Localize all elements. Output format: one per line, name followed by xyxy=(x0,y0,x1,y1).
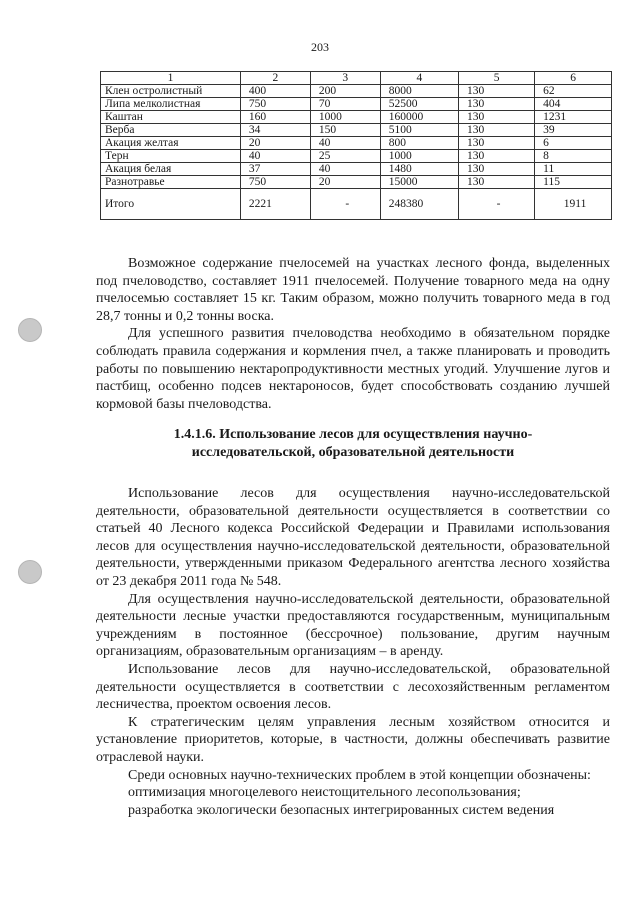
table-cell: 130 xyxy=(459,85,535,98)
paragraph: Для осуществления научно-исследовательской деятельности, образовательной деятельности лесные участки предоставляются государственным, муниципальным учреждениям в постоянное (бессрочное) пользование, другим научным организациям, образовательным организациям – в аренду. xyxy=(96,591,610,660)
table-cell: 130 xyxy=(459,150,535,163)
table-cell: 404 xyxy=(535,98,612,111)
table-cell: 62 xyxy=(535,85,612,98)
table-cell: - xyxy=(459,189,535,220)
heading-line: исследовательской, образовательной деятельности xyxy=(191,445,515,460)
table-cell: 1480 xyxy=(380,163,458,176)
table-cell: 25 xyxy=(310,150,380,163)
table-cell: 130 xyxy=(459,98,535,111)
paragraph: Возможное содержание пчелосемей на участках лесного фонда, выделенных под пчеловодство, составляет 1911 пчелосемей. Получение товарного меда на одну пчелосемью составляет 15 кг. Таким образом, можно получить товарного меда в год 28,7 тонны и 0,2 тонны воска. xyxy=(96,256,610,324)
table-cell: 52500 xyxy=(380,98,458,111)
table-cell: 6 xyxy=(535,137,612,150)
table-cell: 5100 xyxy=(380,124,458,137)
table-cell: Верба xyxy=(101,124,241,137)
table-cell: 70 xyxy=(310,98,380,111)
table-cell: 40 xyxy=(310,163,380,176)
table-cell: 8000 xyxy=(380,85,458,98)
table-cell: 20 xyxy=(240,137,310,150)
table-cell: 248380 xyxy=(380,189,458,220)
table-cell: 130 xyxy=(459,124,535,137)
table-cell: 39 xyxy=(535,124,612,137)
paragraph: Использование лесов для осуществления научно-исследовательской деятельности, образовательной деятельности осуществляется в соответствии со статьей 40 Лесного кодекса Российской Федерации и Правилами использования лесов для осуществления научно-исследовательской деятельности, образовательной деятельности, утвержденными приказом Федерального агентства лесного хозяйства от 23 декабря 2011 года № 548. xyxy=(96,486,610,589)
table-cell: 200 xyxy=(310,85,380,98)
table-cell: Липа мелколистная xyxy=(101,98,241,111)
honey-plants-table xyxy=(100,71,612,220)
table-cell: 1000 xyxy=(310,111,380,124)
table-cell: Акация белая xyxy=(101,163,241,176)
punch-hole-mark xyxy=(18,560,42,584)
table-cell: 750 xyxy=(240,176,310,189)
list-item: оптимизация многоцелевого неистощительного лесопользования; xyxy=(128,785,521,801)
table-cell: Разнотравье xyxy=(101,176,241,189)
table-cell: 40 xyxy=(240,150,310,163)
table-header-cell: 6 xyxy=(535,72,612,85)
table-cell: 2221 xyxy=(240,189,310,220)
table-cell: Терн xyxy=(101,150,241,163)
research-text-section xyxy=(96,485,610,819)
table-cell: 130 xyxy=(459,137,535,150)
table-row xyxy=(101,163,612,176)
table-cell: 1911 xyxy=(535,189,612,220)
table-cell: 130 xyxy=(459,111,535,124)
table-header-cell: 3 xyxy=(310,72,380,85)
table-cell: 20 xyxy=(310,176,380,189)
table-cell: Акация желтая xyxy=(101,137,241,150)
table-cell: 115 xyxy=(535,176,612,189)
table-cell: 40 xyxy=(310,137,380,150)
table-header-cell: 5 xyxy=(459,72,535,85)
table-header-cell: 4 xyxy=(380,72,458,85)
table-header-row xyxy=(101,72,612,85)
table-cell: 150 xyxy=(310,124,380,137)
table-cell: 160 xyxy=(240,111,310,124)
table-cell: Итого xyxy=(101,189,241,220)
page-number: 203 xyxy=(311,40,329,54)
table-cell: 34 xyxy=(240,124,310,137)
table-cell: Клен остролистный xyxy=(101,85,241,98)
table-row xyxy=(101,124,612,137)
table-row xyxy=(101,85,612,98)
table-header-cell: 2 xyxy=(240,72,310,85)
table-cell: 130 xyxy=(459,176,535,189)
table-cell: 11 xyxy=(535,163,612,176)
table-row xyxy=(101,98,612,111)
table-cell: 1231 xyxy=(535,111,612,124)
table-cell: 130 xyxy=(459,163,535,176)
list-item: разработка экологически безопасных интегрированных систем ведения xyxy=(128,802,555,818)
table-cell: Каштан xyxy=(101,111,241,124)
section-heading xyxy=(96,426,610,462)
heading-line: 1.4.1.6. Использование лесов для осуществления научно- xyxy=(173,427,533,442)
table-total-row xyxy=(101,189,612,220)
table-row xyxy=(101,176,612,189)
table-cell: 400 xyxy=(240,85,310,98)
table-cell: - xyxy=(310,189,380,220)
table-row xyxy=(101,111,612,124)
punch-hole-mark xyxy=(18,318,42,342)
paragraph: Для успешного развития пчеловодства необходимо в обязательном порядке соблюдать правила содержания и кормления пчел, а также планировать и проводить работы по повышению нектаропродуктивности местных угодий. Улучшение лугов и пастбищ, особенно подсев нектароносов, будет способствовать созданию лучшей кормовой базы пчеловодства. xyxy=(96,326,610,412)
table-cell: 160000 xyxy=(380,111,458,124)
table-cell: 37 xyxy=(240,163,310,176)
beekeeping-text-section xyxy=(96,255,610,413)
paragraph: К стратегическим целям управления лесным хозяйством относится и установление приоритетов, которые, в частности, должны обеспечивать развитие отраслевой науки. xyxy=(96,714,610,765)
paragraph: Среди основных научно-технических проблем в этой концепции обозначены: xyxy=(128,767,591,783)
table-row xyxy=(101,137,612,150)
table-cell: 8 xyxy=(535,150,612,163)
table-header-cell: 1 xyxy=(101,72,241,85)
table-cell: 750 xyxy=(240,98,310,111)
table-cell: 15000 xyxy=(380,176,458,189)
table-cell: 1000 xyxy=(380,150,458,163)
table-cell: 800 xyxy=(380,137,458,150)
table-row xyxy=(101,150,612,163)
paragraph: Использование лесов для научно-исследовательской, образовательной деятельности осуществляется в соответствии с лесохозяйственным регламентом лесничества, проектом освоения лесов. xyxy=(96,661,610,713)
